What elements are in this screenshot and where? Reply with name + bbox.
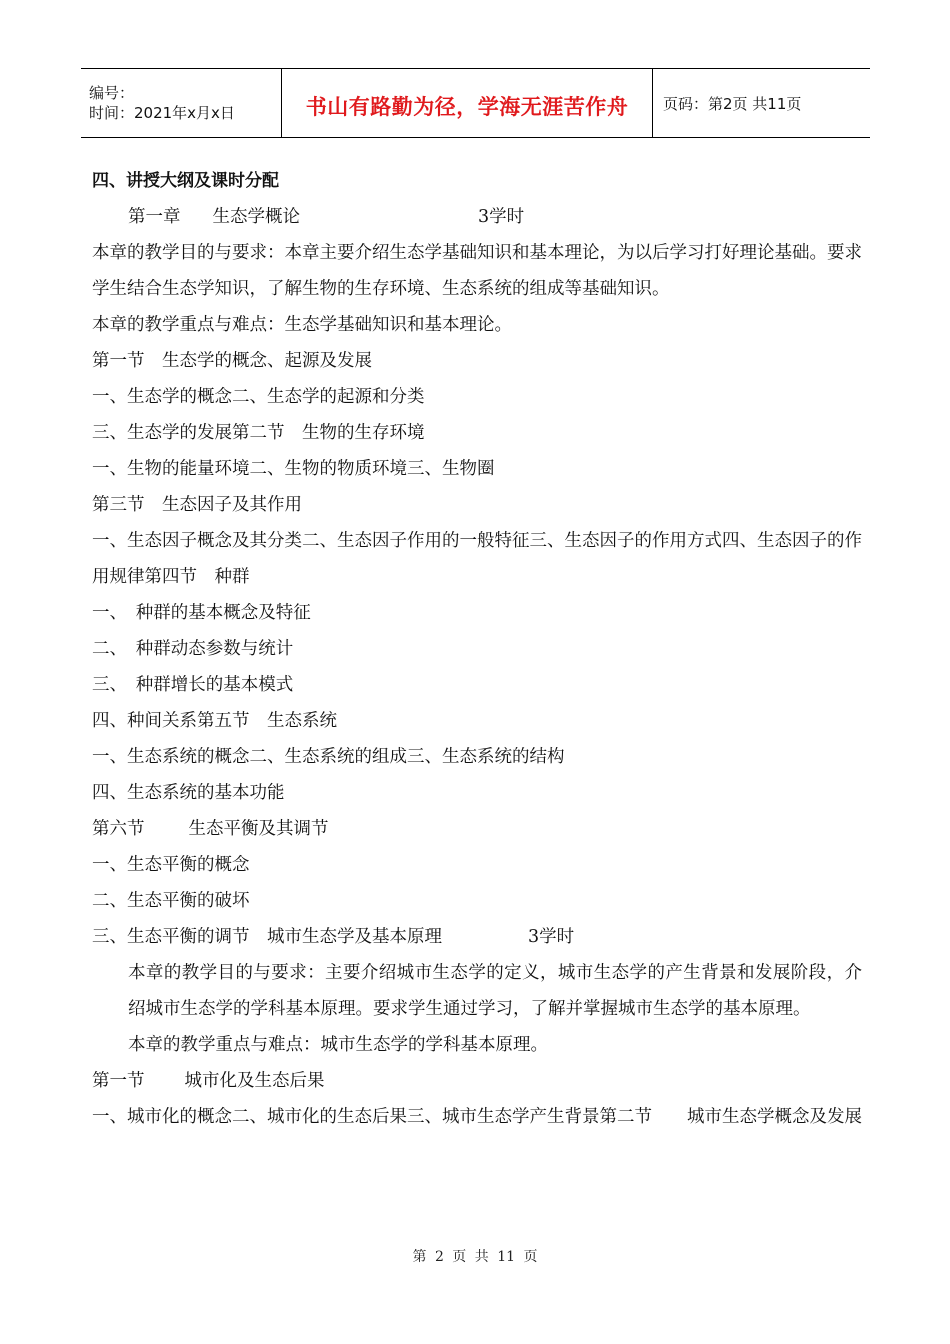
chapter-one-heading [92, 199, 862, 235]
outline-line: 一、 种群的基本概念及特征 [92, 603, 311, 623]
outline-line: 一、生态平衡的概念 [92, 855, 250, 875]
outline-line: 二、生态平衡的破坏 [92, 891, 250, 911]
outline-line [92, 1063, 862, 1099]
chapter-title: 生态学概论 [212, 207, 300, 227]
outline-line [92, 811, 862, 847]
chapter-hours: 3学时 [478, 207, 525, 227]
paragraph: 本章的教学重点与难点：生态学基础知识和基本理论。 [92, 315, 512, 335]
chapter-heading-text: 三、生态平衡的调节 城市生态学及基本原理 [92, 927, 442, 947]
outline-line: 三、 种群增长的基本模式 [92, 675, 294, 695]
document-header [81, 68, 870, 138]
outline-line: 三、生态学的发展第二节 生物的生存环境 [92, 423, 425, 443]
header-motto: 书山有路勤为径，学海无涯苦作舟 [282, 69, 653, 137]
chapter-hours: 3学时 [528, 927, 575, 947]
outline-line: 第三节 生态因子及其作用 [92, 495, 302, 515]
header-left-cell [81, 69, 282, 137]
outline-line: 一、生态学的概念二、生态学的起源和分类 [92, 387, 425, 407]
paragraph: 本章的教学目的与要求：本章主要介绍生态学基础知识和基本理论，为以后学习打好理论基础。要求学生结合生态学知识，了解生物的生存环境、生态系统的组成等基础知识。 [92, 243, 862, 299]
section-title-text: 城市化及生态后果 [184, 1071, 325, 1091]
section-number: 第一节 [92, 1071, 145, 1091]
chapter-number: 第一章 [128, 207, 181, 227]
outline-line: 二、 种群动态参数与统计 [92, 639, 294, 659]
document-time-label: 时间：2021年x月x日 [89, 104, 235, 122]
chapter-two-heading [92, 919, 862, 955]
paragraph: 本章的教学目的与要求：主要介绍城市生态学的定义，城市生态学的产生背景和发展阶段，介绍城市生态学的学科基本原理。要求学生通过学习，了解并掌握城市生态学的基本原理。 [128, 963, 862, 1019]
document-number-label: 编号： [89, 84, 135, 102]
outline-line: 第一节 生态学的概念、起源及发展 [92, 351, 372, 371]
outline-line: 一、生态因子概念及其分类二、生态因子作用的一般特征三、生态因子的作用方式四、生态因子的作用规律第四节 种群 [92, 531, 862, 587]
outline-line: 一、生态系统的概念二、生态系统的组成三、生态系统的结构 [92, 747, 565, 767]
document-body [92, 163, 862, 1135]
outline-line: 一、生物的能量环境二、生物的物质环境三、生物圈 [92, 459, 495, 479]
page-footer: 第 2 页 共 11 页 [412, 1249, 538, 1265]
section-title-text: 生态平衡及其调节 [188, 819, 329, 839]
header-page-info: 页码：第2页 共11页 [663, 94, 802, 113]
section-number: 第六节 [92, 819, 145, 839]
outline-line: 一、城市化的概念二、城市化的生态后果三、城市生态学产生背景第二节 城市生态学概念及发展 [92, 1107, 862, 1127]
outline-line: 四、种间关系第五节 生态系统 [92, 711, 337, 731]
section-title: 四、讲授大纲及课时分配 [92, 171, 279, 191]
outline-line: 四、生态系统的基本功能 [92, 783, 285, 803]
paragraph: 本章的教学重点与难点：城市生态学的学科基本原理。 [128, 1035, 548, 1055]
